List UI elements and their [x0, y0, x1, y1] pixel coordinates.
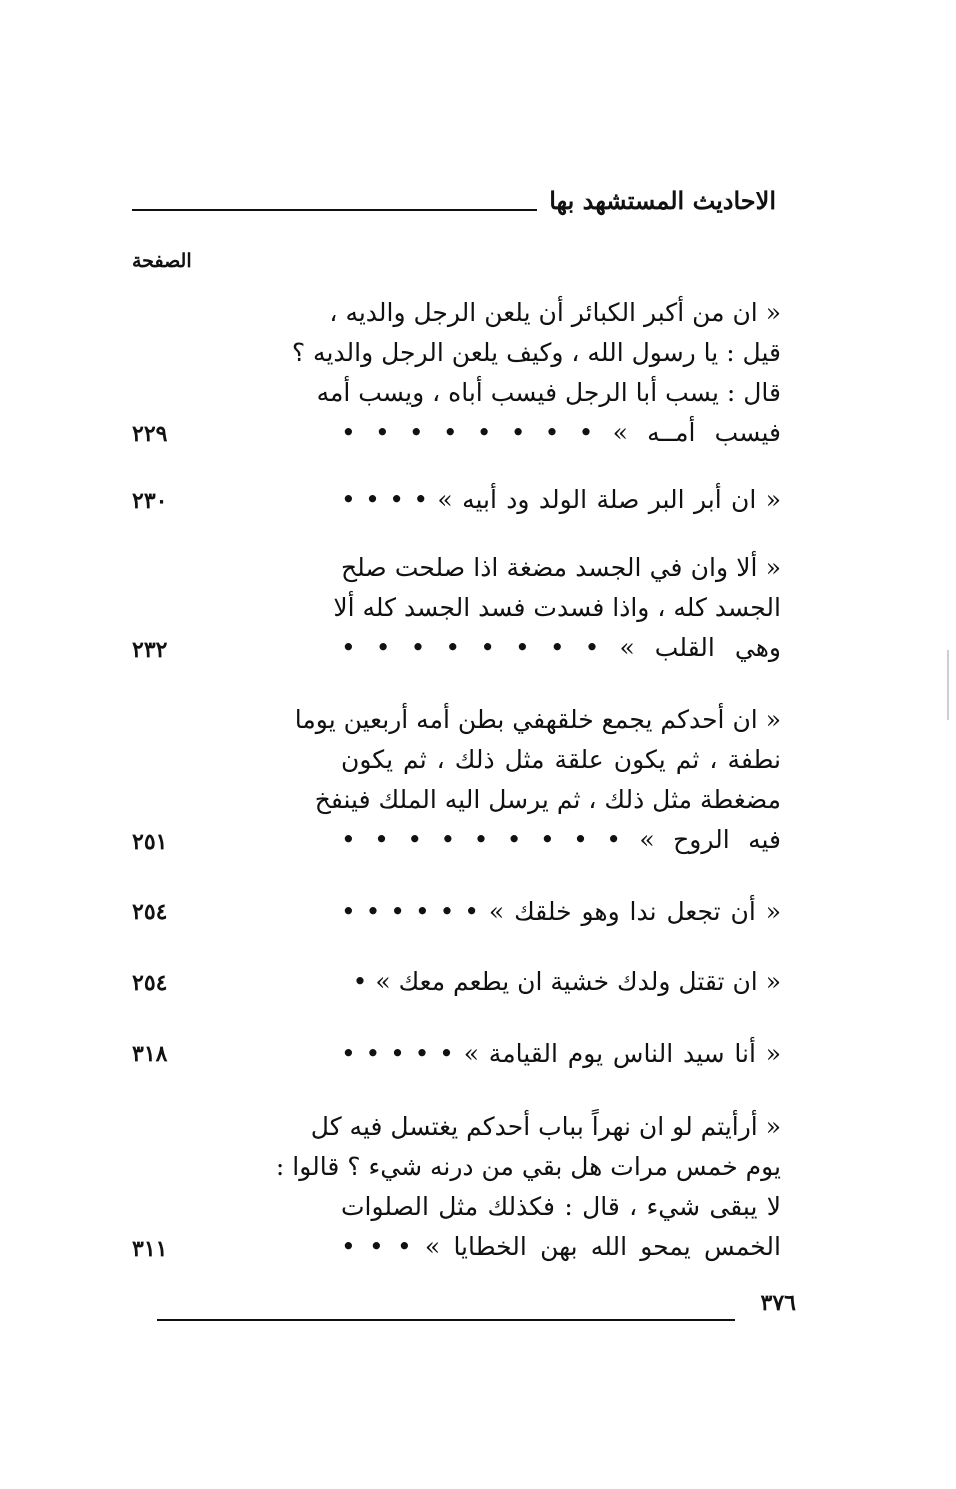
- scan-edge-mark: [947, 650, 949, 720]
- hadith-line: قال : يسب أبا الرجل فيسب أباه ، ويسب أمه: [316, 378, 781, 407]
- hadith-line: لا يبقى شيء ، قال : فكذلك مثل الصلوات: [341, 1192, 781, 1221]
- hadith-line: « ان تقتل ولدك خشية ان يطعم معك » •: [352, 967, 781, 996]
- hadith-line: « ان أحدكم يجمع خلقهفي بطن أمه أربعين يوما: [294, 705, 781, 734]
- hadith-line: الخمس يمحو الله بهن الخطايا » • • •: [341, 1232, 781, 1261]
- hadith-page-number: ٢٢٩: [132, 421, 168, 447]
- footer-page-number: ٣٧٦: [760, 1290, 796, 1316]
- hadith-line: « أرأيتم لو ان نهراً بباب أحدكم يغتسل فيه كل: [310, 1112, 781, 1141]
- hadith-line: « ألا وان في الجسد مضغة اذا صلحت صلح: [341, 553, 781, 582]
- hadith-page-number: ٢٥٤: [132, 899, 168, 925]
- hadith-line: مضغطة مثل ذلك ، ثم يرسل اليه الملك فينفخ: [314, 785, 781, 814]
- hadith-line: « ان أبر البر صلة الولد ود أبيه » • • • •: [341, 485, 781, 514]
- hadith-line: قيل : يا رسول الله ، وكيف يلعن الرجل والديه ؟: [291, 338, 781, 367]
- hadith-line: فيه الروح » • • • • • • • • •: [341, 825, 781, 854]
- page-column-label: الصفحة: [132, 250, 192, 272]
- hadith-page-number: ٢٣٢: [132, 637, 168, 663]
- hadith-line: يوم خمس مرات هل بقي من درنه شيء ؟ قالوا :: [275, 1152, 781, 1181]
- hadith-line: وهي القلب » • • • • • • • •: [341, 633, 781, 662]
- hadith-page-number: ٢٣٠: [132, 488, 168, 514]
- hadith-line: « أن تجعل ندا وهو خلقك » • • • • • •: [341, 897, 781, 926]
- hadith-line: فيسب أمــه » • • • • • • • •: [341, 418, 781, 447]
- footer-rule: [157, 1319, 735, 1321]
- hadith-page-number: ٢٥١: [132, 829, 168, 855]
- hadith-line: نطفة ، ثم يكون علقة مثل ذلك ، ثم يكون: [341, 745, 781, 774]
- hadith-line: « أنا سيد الناس يوم القيامة » • • • • •: [341, 1039, 781, 1068]
- hadith-line: « ان من أكبر الكبائر أن يلعن الرجل والديه ،: [329, 298, 781, 327]
- hadith-page-number: ٣١٨: [132, 1041, 168, 1067]
- page-header-title: الاحاديث المستشهد بها: [549, 186, 776, 215]
- hadith-line: الجسد كله ، واذا فسدت فسد الجسد كله ألا: [333, 593, 781, 622]
- hadith-page-number: ٢٥٤: [132, 970, 168, 996]
- hadith-page-number: ٣١١: [132, 1236, 168, 1262]
